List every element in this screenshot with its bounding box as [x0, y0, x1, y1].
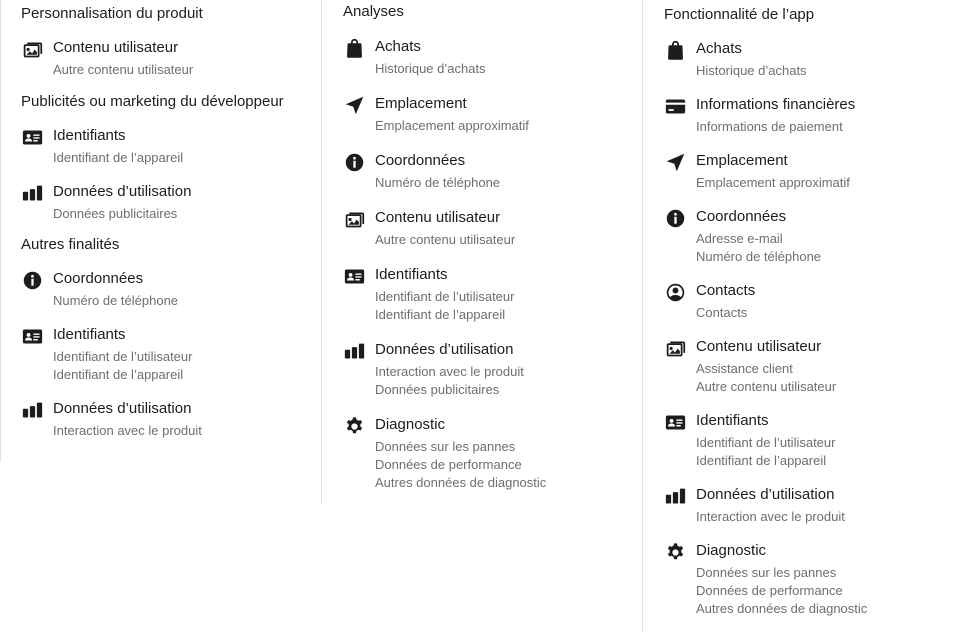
info-icon	[21, 269, 43, 291]
list-item	[343, 94, 643, 135]
id-card-icon	[664, 411, 686, 433]
bar-chart-icon	[664, 485, 686, 507]
section-title: Personnalisation du produit	[21, 5, 203, 22]
item-detail: Interaction avec le produit	[53, 423, 202, 438]
item-title: Identifiants	[696, 412, 769, 429]
section-title: Analyses	[343, 3, 404, 20]
item-detail: Identifiant de l’appareil	[53, 150, 184, 165]
item-title: Contenu utilisateur	[53, 39, 179, 56]
item-detail: Emplacement approximatif	[696, 175, 850, 190]
item-detail: Données de performance	[696, 583, 843, 598]
bag-icon	[343, 37, 365, 59]
item-detail: Adresse e-mail	[696, 231, 783, 246]
item-detail: Autre contenu utilisateur	[375, 232, 516, 247]
list-item	[343, 340, 643, 399]
item-detail: Identifiant de l’appareil	[375, 307, 506, 322]
item-detail: Informations de paiement	[696, 119, 843, 134]
item-title: Contacts	[696, 282, 756, 299]
list-item	[664, 337, 963, 396]
item-title: Données d’utilisation	[696, 486, 835, 503]
item-detail: Contacts	[696, 305, 748, 320]
credit-card-icon	[664, 95, 686, 117]
item-detail: Données sur les pannes	[375, 439, 516, 454]
item-detail: Autres données de diagnostic	[375, 475, 547, 490]
item-title: Contenu utilisateur	[375, 209, 501, 226]
item-detail: Données sur les pannes	[696, 565, 837, 580]
item-title: Contenu utilisateur	[696, 338, 822, 355]
list-item	[664, 281, 963, 322]
item-title: Coordonnées	[375, 152, 466, 169]
item-detail: Numéro de téléphone	[696, 249, 822, 264]
item-title: Diagnostic	[696, 542, 767, 559]
item-title: Coordonnées	[53, 270, 144, 287]
gear-icon	[343, 415, 365, 437]
item-detail: Emplacement approximatif	[375, 118, 529, 133]
list-item	[343, 208, 643, 249]
item-detail: Identifiant de l’appareil	[696, 453, 827, 468]
item-title: Emplacement	[696, 152, 788, 169]
column-3	[642, 0, 963, 632]
list-item	[21, 38, 321, 79]
item-title: Coordonnées	[696, 208, 787, 225]
item-detail: Données publicitaires	[53, 206, 178, 221]
info-icon	[343, 151, 365, 173]
item-detail: Interaction avec le produit	[696, 509, 845, 524]
item-detail: Interaction avec le produit	[375, 364, 524, 379]
photo-icon	[343, 208, 365, 230]
bar-chart-icon	[343, 340, 365, 362]
item-title: Identifiants	[53, 326, 126, 343]
photo-icon	[664, 337, 686, 359]
section-title: Autres finalités	[21, 236, 120, 253]
bar-chart-icon	[21, 399, 43, 421]
item-title: Données d’utilisation	[53, 183, 192, 200]
list-item	[343, 415, 643, 492]
bag-icon	[664, 39, 686, 61]
person-circle-icon	[664, 281, 686, 303]
list-item	[664, 207, 963, 266]
item-detail: Identifiant de l’appareil	[53, 367, 184, 382]
item-title: Achats	[696, 40, 742, 57]
item-detail: Identifiant de l’utilisateur	[53, 349, 193, 364]
location-arrow-icon	[664, 151, 686, 173]
column-1	[0, 0, 321, 462]
item-title: Identifiants	[53, 127, 126, 144]
list-item	[664, 151, 963, 192]
info-icon	[664, 207, 686, 229]
list-item	[21, 399, 321, 440]
item-detail: Identifiant de l’utilisateur	[375, 289, 515, 304]
list-item	[343, 265, 643, 324]
item-title: Données d’utilisation	[375, 341, 514, 358]
item-detail: Assistance client	[696, 361, 793, 376]
item-title: Achats	[375, 38, 421, 55]
item-detail: Autre contenu utilisateur	[696, 379, 837, 394]
item-detail: Numéro de téléphone	[375, 175, 501, 190]
item-title: Identifiants	[375, 266, 448, 283]
item-title: Diagnostic	[375, 416, 446, 433]
item-detail: Données de performance	[375, 457, 522, 472]
list-item	[21, 325, 321, 384]
item-detail: Historique d’achats	[375, 61, 486, 76]
id-card-icon	[21, 325, 43, 347]
list-item	[664, 95, 963, 136]
list-item	[664, 39, 963, 80]
item-detail: Autre contenu utilisateur	[53, 62, 194, 77]
list-item	[343, 37, 643, 78]
item-detail: Identifiant de l’utilisateur	[696, 435, 836, 450]
column-2	[321, 0, 643, 505]
list-item	[664, 411, 963, 470]
id-card-icon	[21, 126, 43, 148]
id-card-icon	[343, 265, 365, 287]
item-detail: Historique d’achats	[696, 63, 807, 78]
list-item	[21, 269, 321, 310]
item-detail: Autres données de diagnostic	[696, 601, 868, 616]
item-title: Emplacement	[375, 95, 467, 112]
item-title: Informations financières	[696, 96, 856, 113]
list-item	[343, 151, 643, 192]
item-detail: Données publicitaires	[375, 382, 500, 397]
gear-icon	[664, 541, 686, 563]
item-title: Données d’utilisation	[53, 400, 192, 417]
bar-chart-icon	[21, 182, 43, 204]
location-arrow-icon	[343, 94, 365, 116]
photo-icon	[21, 38, 43, 60]
list-item	[21, 182, 321, 223]
list-item	[664, 541, 963, 618]
section-title: Fonctionnalité de l’app	[664, 6, 815, 23]
section-title: Publicités ou marketing du développeur	[21, 93, 284, 110]
list-item	[664, 485, 963, 526]
list-item	[21, 126, 321, 167]
item-detail: Numéro de téléphone	[53, 293, 179, 308]
